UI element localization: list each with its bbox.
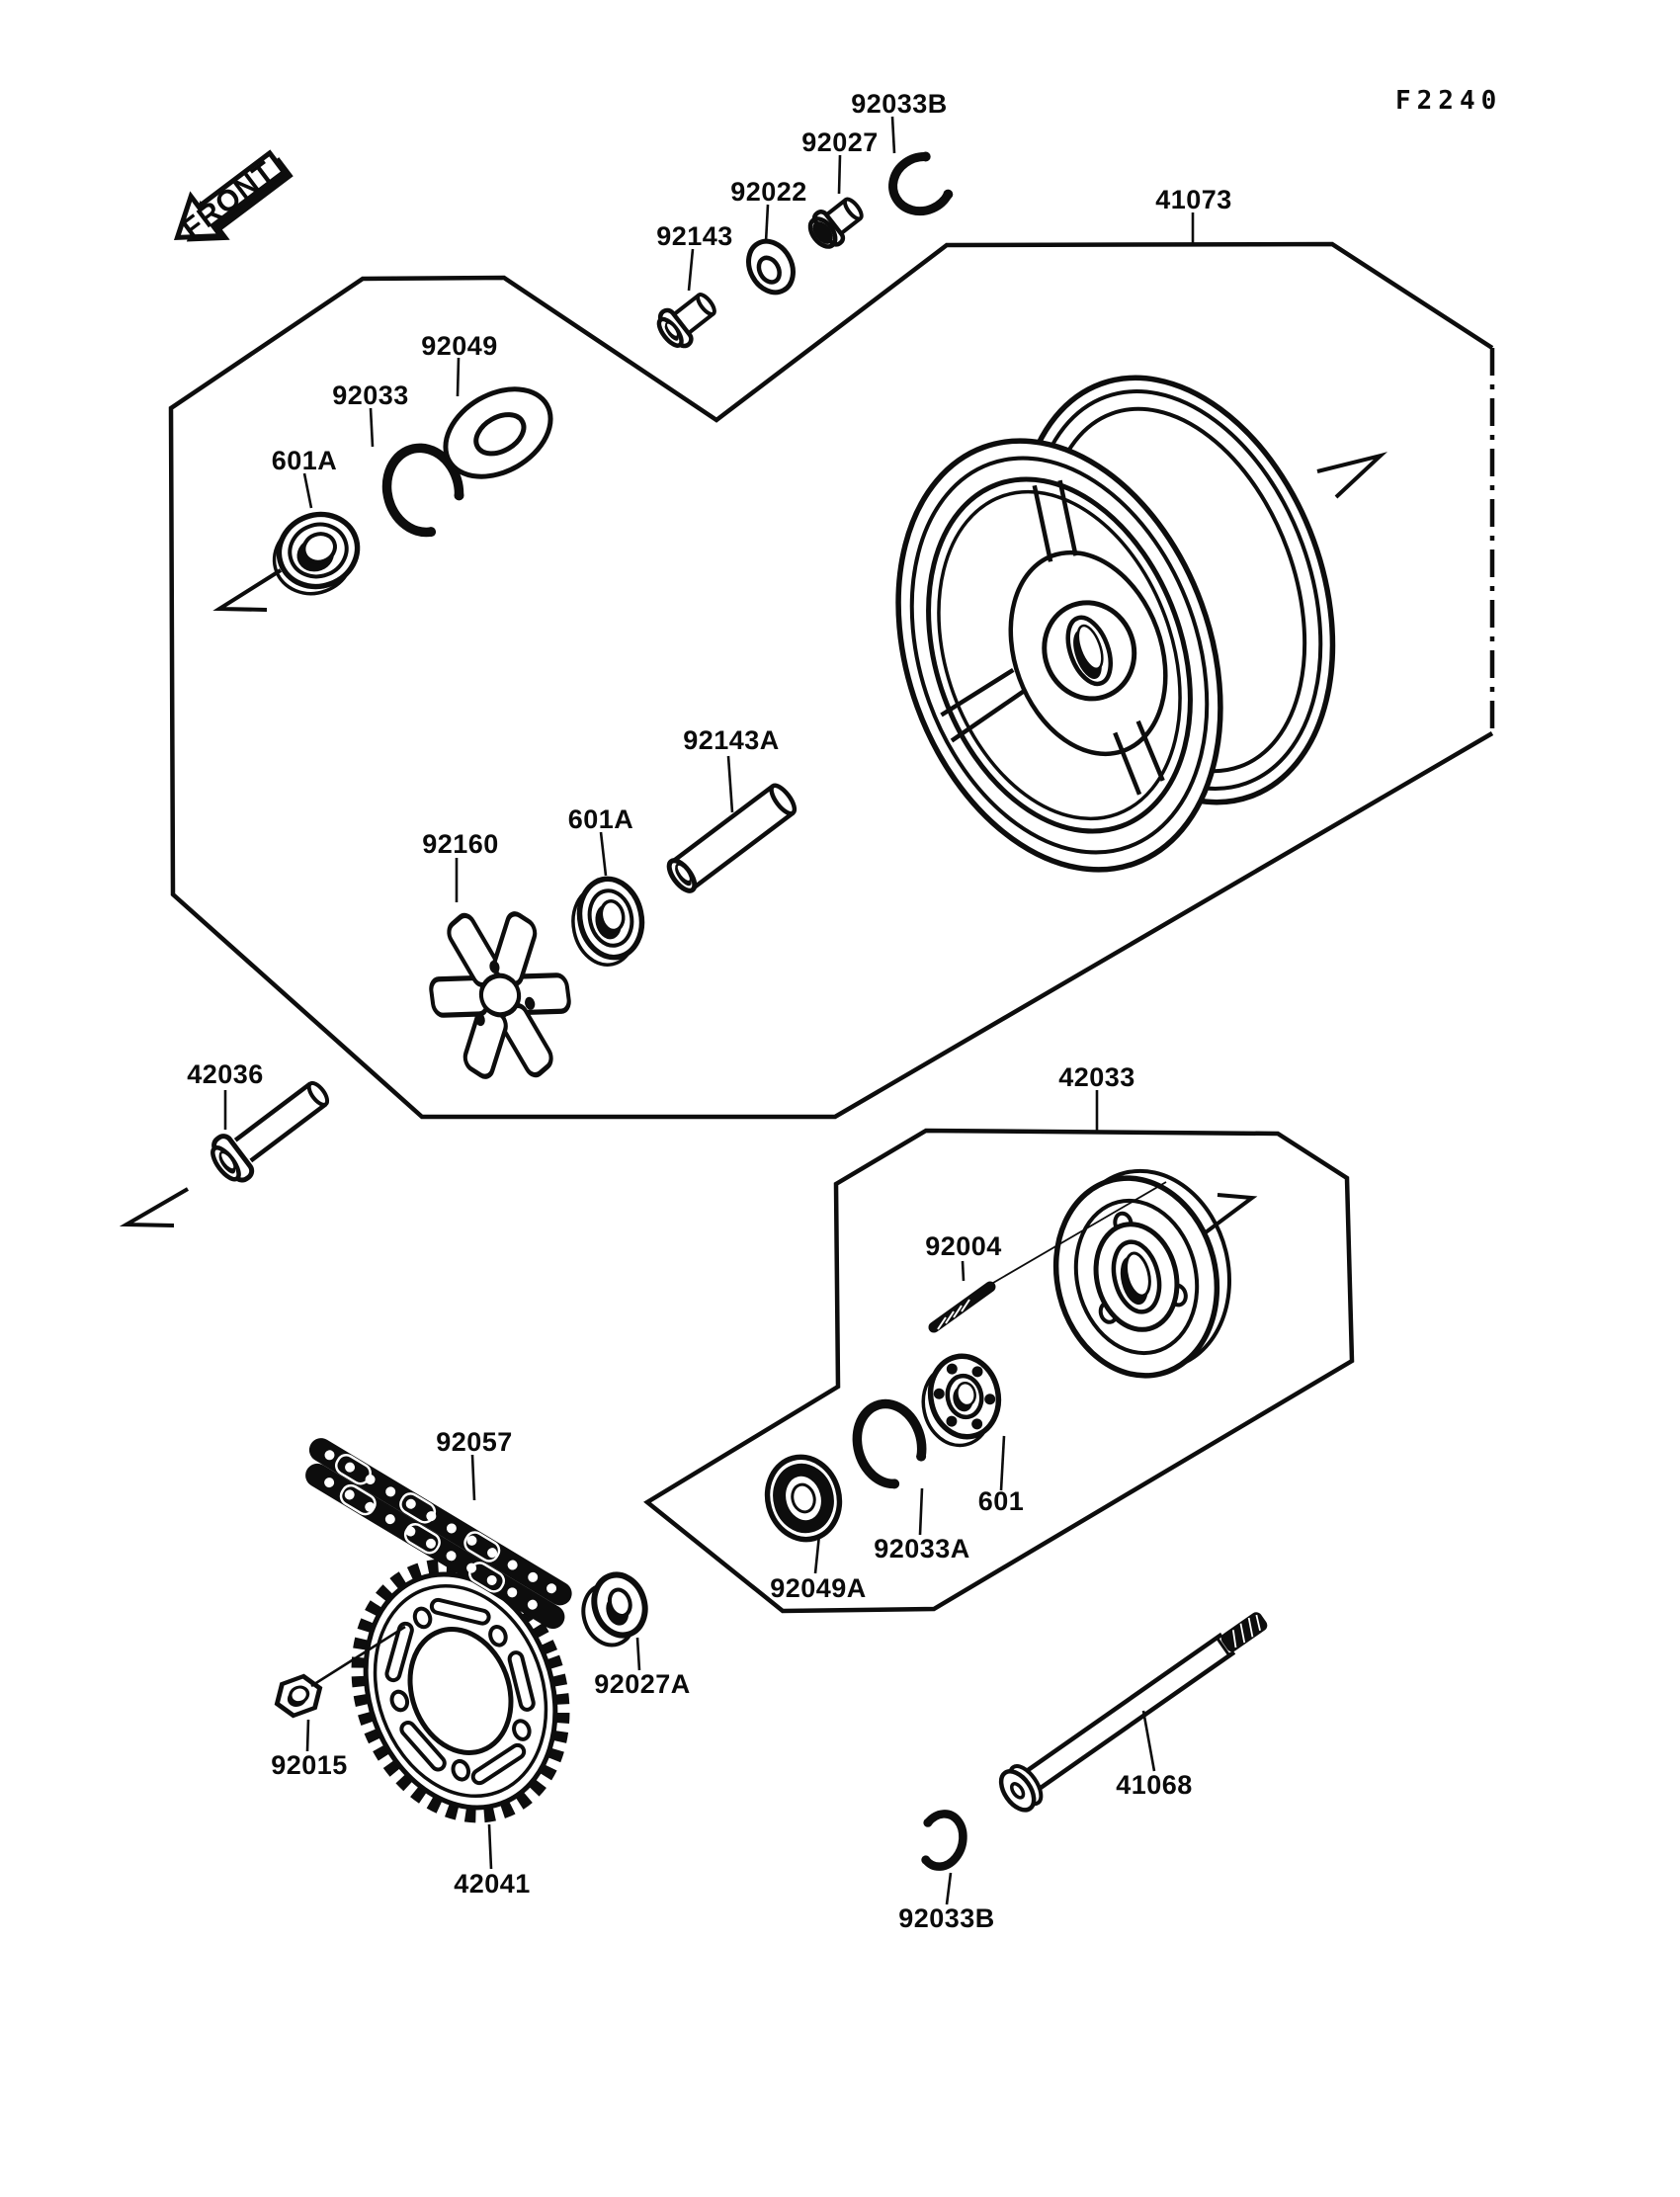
panel-outlines bbox=[171, 244, 1492, 1611]
washer-92022 bbox=[740, 233, 801, 299]
part-label-92049a: 92049A bbox=[770, 1573, 867, 1603]
bearing-601a-left bbox=[263, 503, 370, 604]
seal-92049a bbox=[758, 1449, 848, 1548]
part-label-601a-left: 601A bbox=[271, 446, 338, 475]
part-label-92033: 92033 bbox=[332, 380, 409, 410]
direction-arrow-icon bbox=[1317, 456, 1381, 497]
figure-code: F2240 bbox=[1395, 86, 1503, 116]
part-label-92033b-bottom: 92033B bbox=[898, 1903, 995, 1933]
spacer-92027a bbox=[576, 1568, 653, 1651]
part-label-92027a: 92027A bbox=[594, 1669, 691, 1699]
washer-92049 bbox=[430, 372, 566, 495]
front-arrow-label: FRONT bbox=[176, 155, 282, 246]
bearing-601 bbox=[914, 1350, 1007, 1452]
bearing-601a-mid bbox=[565, 873, 650, 971]
part-label-42036: 42036 bbox=[187, 1059, 264, 1089]
part-label-92015: 92015 bbox=[271, 1750, 348, 1780]
circlip-92033a bbox=[857, 1404, 926, 1489]
part-label-92033b-top: 92033B bbox=[851, 89, 948, 119]
part-label-92057: 92057 bbox=[436, 1427, 513, 1457]
part-label-601: 601 bbox=[977, 1486, 1025, 1516]
part-label-92022: 92022 bbox=[730, 177, 807, 207]
bushing-92143 bbox=[652, 285, 723, 353]
direction-arrow-icon bbox=[126, 1189, 188, 1225]
part-label-92033a: 92033A bbox=[874, 1534, 970, 1563]
part-label-601a-mid: 601A bbox=[567, 804, 634, 834]
part-label-42041: 42041 bbox=[454, 1869, 531, 1899]
part-label-92143: 92143 bbox=[656, 221, 733, 251]
part-label-41073: 41073 bbox=[1155, 185, 1232, 214]
part-label-92143a: 92143A bbox=[683, 725, 780, 755]
direction-arrow-icon bbox=[1206, 1195, 1252, 1232]
damper-92160 bbox=[411, 890, 590, 1099]
part-number-labels bbox=[187, 89, 1232, 1933]
direction-arrow-icon bbox=[219, 570, 281, 610]
nut-92015 bbox=[272, 1672, 326, 1720]
bushing-92027 bbox=[803, 191, 869, 253]
part-label-92004: 92004 bbox=[925, 1231, 1002, 1261]
part-label-41068: 41068 bbox=[1116, 1770, 1193, 1800]
circlip-92033b-bottom bbox=[921, 1814, 963, 1866]
part-label-92049: 92049 bbox=[421, 331, 498, 361]
wheel-front-rim bbox=[842, 395, 1278, 915]
part-label-92027: 92027 bbox=[801, 127, 879, 157]
circlip-92033b-top bbox=[893, 152, 954, 211]
front-arrow-icon bbox=[162, 140, 300, 265]
part-label-42033: 42033 bbox=[1058, 1062, 1135, 1092]
part-label-92160: 92160 bbox=[422, 829, 499, 859]
coupling-hub-42033 bbox=[1035, 1153, 1251, 1393]
